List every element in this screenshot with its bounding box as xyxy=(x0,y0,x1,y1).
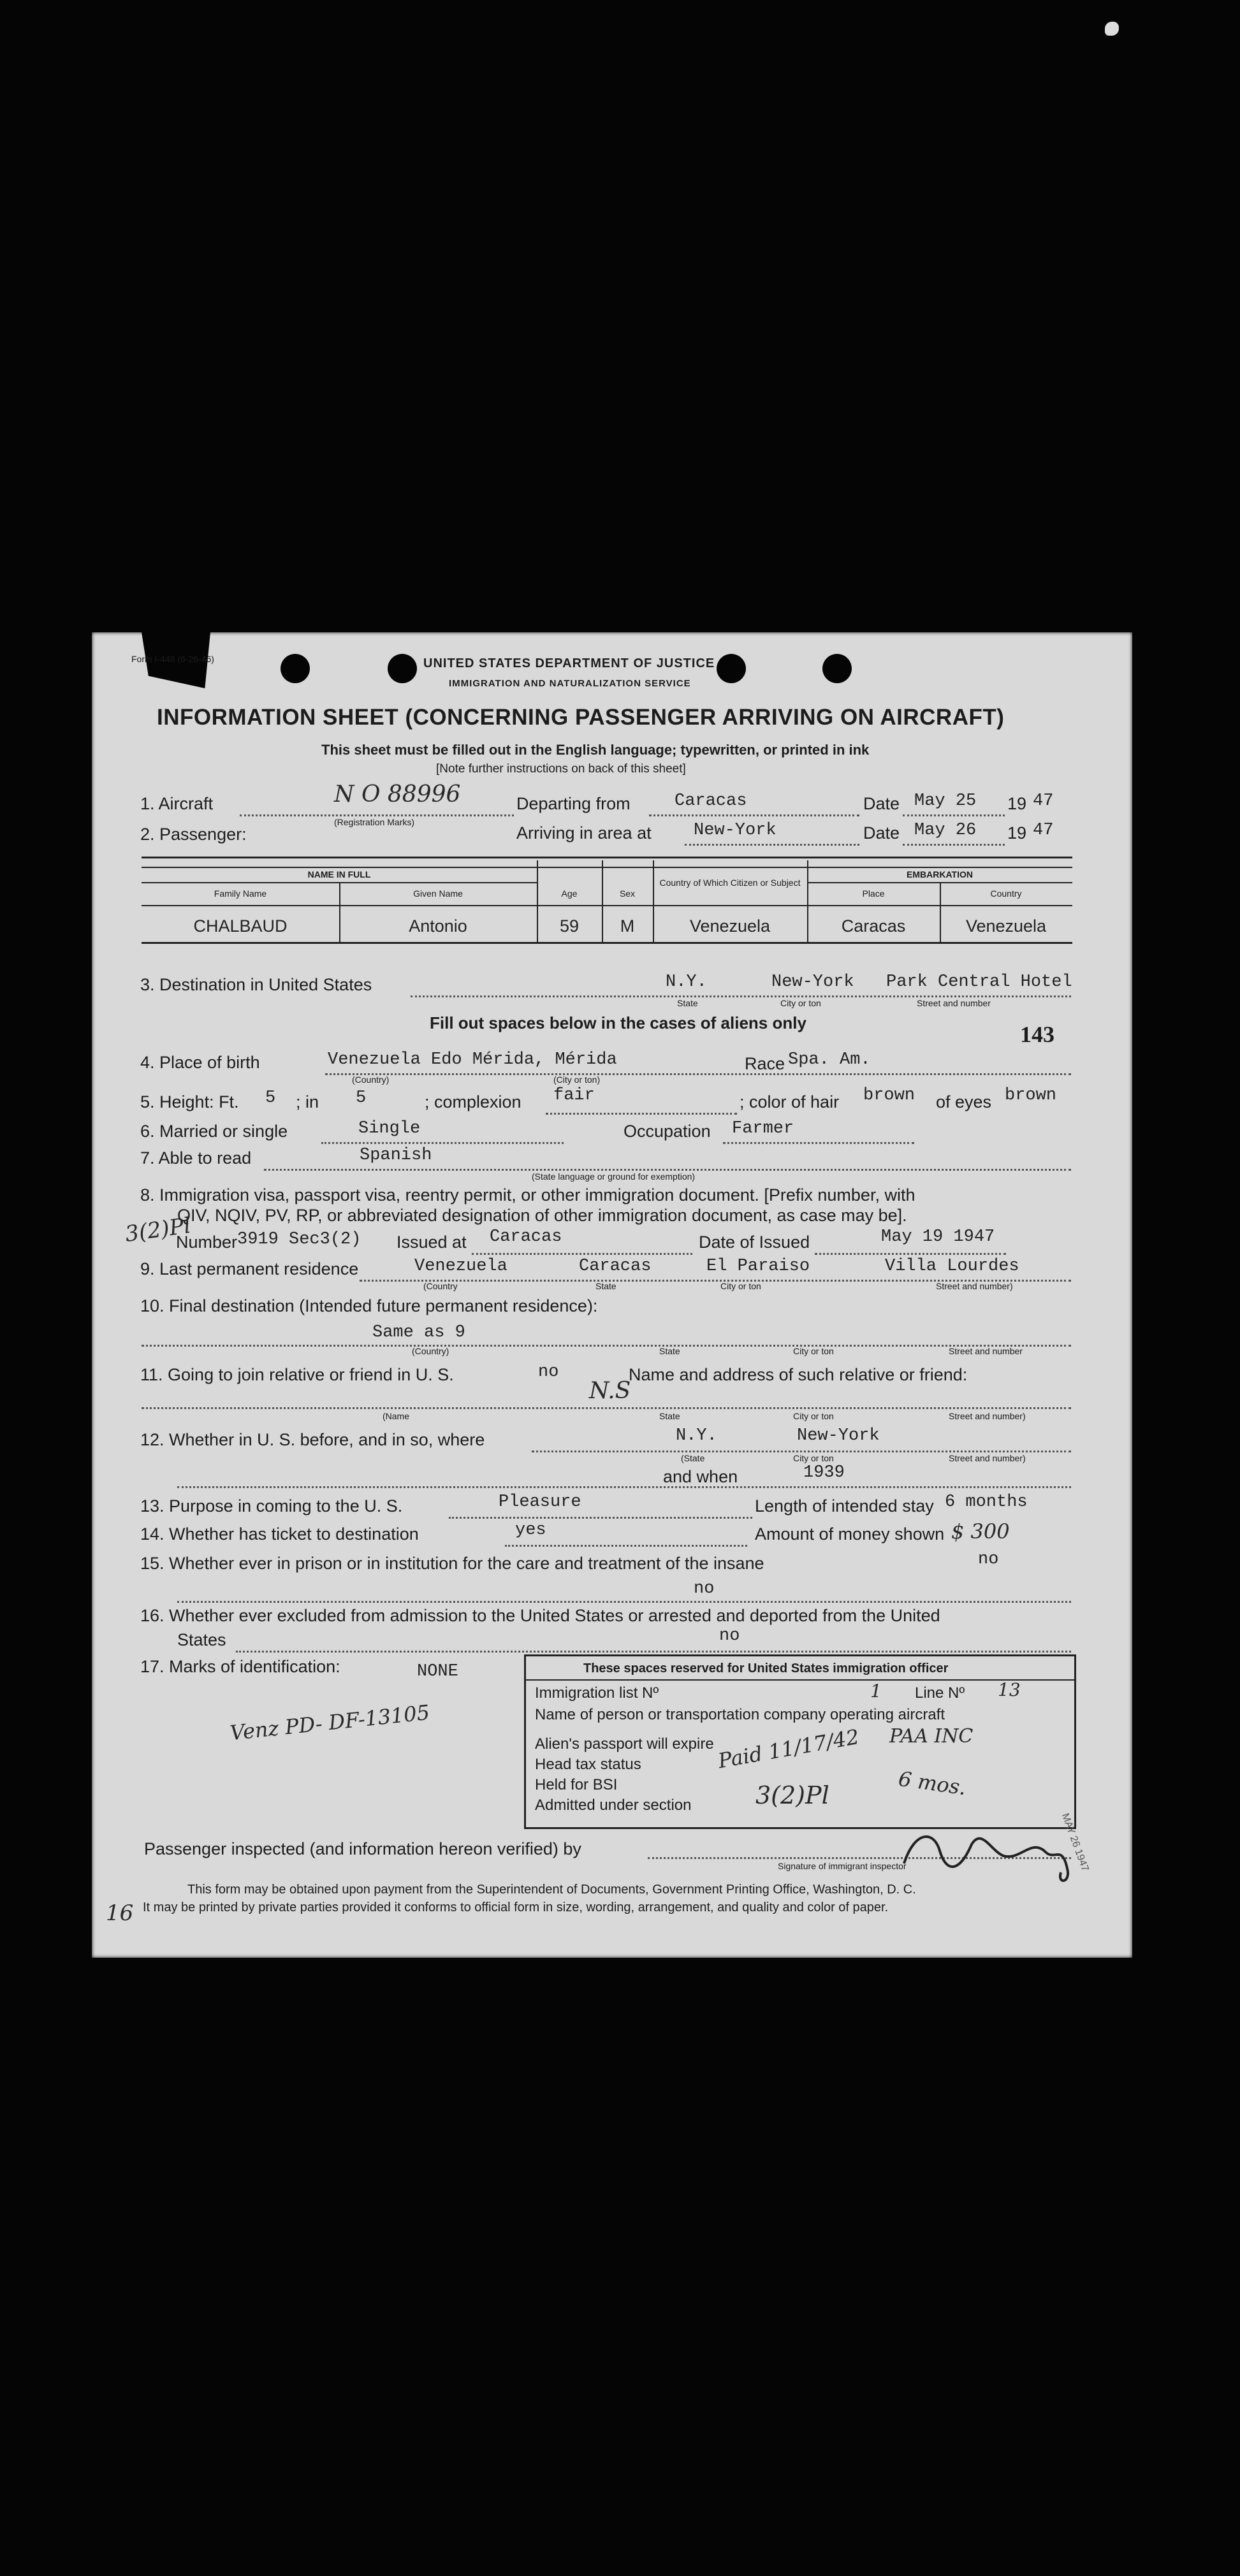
form-number: Form I-448 (6-26-46) xyxy=(131,654,214,664)
eyes-label: of eyes xyxy=(936,1092,992,1111)
line-number-label: Line Nº xyxy=(915,1684,965,1702)
admitted-section-note: 6 mos. xyxy=(896,1766,968,1800)
final-state-caption: State xyxy=(659,1346,680,1356)
aircraft-registration: N O 88996 xyxy=(334,781,461,807)
issued-at-label: Issued at xyxy=(397,1233,467,1252)
final-street-caption: Street and number xyxy=(949,1346,1023,1356)
eyes-value: brown xyxy=(1005,1086,1057,1105)
money-label: Amount of money shown xyxy=(755,1524,945,1544)
residence-country: Venezuela xyxy=(414,1257,507,1276)
complexion-label: ; complexion xyxy=(425,1092,522,1111)
punch-hole xyxy=(822,654,852,683)
prison-value: no xyxy=(978,1550,999,1569)
destination-street: Park Central Hotel xyxy=(886,973,1072,992)
arriving-label: Arriving in area at xyxy=(516,823,652,843)
admitted-section-value: 3(2)Pl xyxy=(755,1781,829,1809)
destination-state-caption: State xyxy=(677,998,698,1008)
aircraft-label: 1. Aircraft xyxy=(140,794,214,813)
departing-city: Caracas xyxy=(675,792,747,811)
family-name-header: Family Name xyxy=(214,888,267,899)
residence-city-caption: City or ton xyxy=(720,1281,761,1291)
country-header: Country xyxy=(990,888,1022,899)
ticket-label: 14. Whether has ticket to destination xyxy=(140,1524,419,1544)
sex-header: Sex xyxy=(619,888,636,899)
stay-label: Length of intended stay xyxy=(755,1496,934,1516)
passport-expire-value: Paid 11/17/42 xyxy=(716,1724,861,1774)
prison-value-2: no xyxy=(694,1579,715,1598)
punch-hole xyxy=(281,654,310,683)
arriving-city: New-York xyxy=(694,821,777,840)
residence-street-caption: Street and number) xyxy=(936,1281,1013,1291)
hair-label: ; color of hair xyxy=(740,1092,840,1111)
embarkation-header: EMBARKATION xyxy=(907,869,973,879)
when-value: 1939 xyxy=(803,1463,845,1482)
residence-state-caption: State xyxy=(595,1281,616,1291)
height-inches: 5 xyxy=(356,1089,367,1108)
relative-name-caption: (Name xyxy=(383,1411,410,1421)
height-label: 5. Height: Ft. xyxy=(140,1092,239,1111)
depart-date-label: Date xyxy=(863,794,900,813)
relative-city-caption: City or ton xyxy=(793,1411,834,1421)
punch-hole xyxy=(717,654,746,683)
ticket-value: yes xyxy=(515,1521,546,1540)
instruction-line: This sheet must be filled out in the English language; typewritten, or printed in ink xyxy=(321,742,870,758)
place-header: Place xyxy=(862,888,885,899)
held-bsi-label: Held for BSI xyxy=(535,1776,618,1793)
immigration-list-value: 1 xyxy=(870,1681,882,1702)
visa-number-label: Number xyxy=(176,1233,238,1252)
before-label: 12. Whether in U. S. before, and in so, where xyxy=(140,1430,485,1449)
stay-value: 6 months xyxy=(945,1493,1028,1512)
official-use-box xyxy=(524,1654,1076,1829)
punch-hole xyxy=(388,654,417,683)
birth-value: Venezuela Edo Mérida, Mérida xyxy=(328,1050,617,1069)
country-value: Venezuela xyxy=(965,916,1047,936)
department-heading: UNITED STATES DEPARTMENT OF JUSTICE xyxy=(423,656,715,670)
before-city: New-York xyxy=(797,1426,880,1445)
marks-hand-note: Venz PD- DF-13105 xyxy=(228,1700,431,1746)
race-value: Spa. Am. xyxy=(788,1050,871,1069)
final-city-caption: City or ton xyxy=(793,1346,834,1356)
inspected-label: Passenger inspected (and information hereon verified) by xyxy=(144,1839,581,1858)
sex-value: M xyxy=(620,916,635,936)
line-number-value: 13 xyxy=(998,1679,1021,1700)
residence-label: 9. Last permanent residence xyxy=(140,1259,359,1278)
relative-street-caption: Street and number) xyxy=(949,1411,1026,1421)
joining-value: no xyxy=(538,1363,559,1382)
visa-margin-note: 3(2)Pl xyxy=(123,1212,193,1248)
arrive-date: May 26 xyxy=(914,821,977,840)
final-destination-value: Same as 9 xyxy=(372,1323,465,1342)
before-street-caption: Street and number) xyxy=(949,1453,1026,1463)
residence-street: Villa Lourdes xyxy=(885,1257,1019,1276)
destination-city-caption: City or ton xyxy=(780,998,821,1008)
destination-label: 3. Destination in United States xyxy=(140,975,372,994)
purpose-value: Pleasure xyxy=(499,1493,581,1512)
prison-label: 15. Whether ever in prison or in institution for the care and treatment of the insane xyxy=(140,1554,764,1573)
depart-date: May 25 xyxy=(914,792,977,811)
passenger-label: 2. Passenger: xyxy=(140,825,247,844)
excluded-value: no xyxy=(719,1626,740,1646)
admitted-section-label: Admitted under section xyxy=(535,1797,692,1814)
destination-state: N.Y. xyxy=(666,973,707,992)
relative-state-caption: State xyxy=(659,1411,680,1421)
inspector-signature-caption: Signature of immigrant inspector xyxy=(778,1861,907,1871)
given-name-value: Antonio xyxy=(409,916,467,936)
reference-number: 143 xyxy=(1020,1022,1054,1047)
scan-speck xyxy=(1105,22,1119,36)
birth-label: 4. Place of birth xyxy=(140,1053,260,1072)
joining-hand-mark: N.S xyxy=(589,1378,631,1404)
final-country-caption: (Country) xyxy=(412,1346,449,1356)
head-tax-label: Head tax status xyxy=(535,1756,641,1773)
visa-line-2: QIV, NQIV, PV, RP, or abbreviated designation of other immigration document, as case may be]. xyxy=(177,1206,907,1225)
given-name-header: Given Name xyxy=(413,888,463,899)
issued-date-value: May 19 1947 xyxy=(881,1227,995,1247)
arrive-date-label: Date xyxy=(863,823,900,843)
family-name-value: CHALBAUD xyxy=(193,916,288,936)
registration-caption: (Registration Marks) xyxy=(334,817,415,827)
marks-label: 17. Marks of identification: xyxy=(140,1657,340,1676)
place-value: Caracas xyxy=(841,916,906,936)
purpose-label: 13. Purpose in coming to the U. S. xyxy=(140,1496,403,1516)
joining-label: 11. Going to join relative or friend in U. S. xyxy=(140,1365,454,1384)
information-sheet xyxy=(92,632,1132,1958)
inspected-date-stamp: MAY 26 1947 xyxy=(1059,1812,1091,1873)
aliens-heading: Fill out spaces below in the cases of aliens only xyxy=(430,1013,806,1032)
company-label: Name of person or transportation company operating aircraft xyxy=(535,1706,945,1723)
final-destination-label: 10. Final destination (Intended future permanent residence): xyxy=(140,1296,598,1315)
before-city-caption: City or ton xyxy=(793,1453,834,1463)
passport-expire-label: Alien's passport will expire xyxy=(535,1735,714,1753)
marks-value: NONE xyxy=(417,1662,458,1681)
departing-label: Departing from xyxy=(516,794,631,813)
relative-name-label: Name and address of such relative or friend: xyxy=(629,1365,968,1384)
occupation-label: Occupation xyxy=(624,1122,711,1141)
birth-country-caption: (Country) xyxy=(352,1075,390,1085)
destination-street-caption: Street and number xyxy=(917,998,991,1008)
money-value: $ 300 xyxy=(951,1519,1010,1544)
excluded-line-2: States xyxy=(177,1630,226,1649)
name-in-full-header: NAME IN FULL xyxy=(307,869,371,879)
read-value: Spanish xyxy=(360,1146,432,1165)
form-title: INFORMATION SHEET (CONCERNING PASSENGER ARRIVING ON AIRCRAFT) xyxy=(157,705,1005,730)
arrive-year: 47 xyxy=(1033,821,1054,840)
footer-corner-mark: 16 xyxy=(106,1900,134,1926)
residence-country-caption: (Country xyxy=(423,1281,458,1291)
depart-year-prefix: 19 xyxy=(1007,794,1027,813)
occupation-value: Farmer xyxy=(732,1119,794,1138)
race-label: Race xyxy=(745,1054,785,1073)
inches-label: ; in xyxy=(296,1092,319,1111)
birth-city-caption: (City or ton) xyxy=(553,1075,601,1085)
age-value: 59 xyxy=(559,916,580,936)
citizen-header: Country of Which Citizen or Subject xyxy=(659,878,801,888)
depart-year: 47 xyxy=(1033,792,1054,811)
visa-line-1: 8. Immigration visa, passport visa, reentry permit, or other immigration document. [Prefix number, with xyxy=(140,1185,915,1205)
married-label: 6. Married or single xyxy=(140,1122,288,1141)
read-label: 7. Able to read xyxy=(140,1148,252,1168)
before-state: N.Y. xyxy=(676,1426,717,1445)
married-value: Single xyxy=(358,1119,421,1138)
when-label: and when xyxy=(663,1467,738,1486)
footer-line-1: This form may be obtained upon payment from the Superintendent of Documents, Government Printing Office, Washington, D. C. xyxy=(187,1883,916,1897)
hair-value: brown xyxy=(863,1086,915,1105)
instruction-note: [Note further instructions on back of this sheet] xyxy=(436,762,686,776)
height-feet: 5 xyxy=(265,1089,276,1108)
inspector-signature xyxy=(895,1819,1086,1889)
issued-date-label: Date of Issued xyxy=(699,1233,810,1252)
before-state-caption: (State xyxy=(681,1453,705,1463)
official-box-title: These spaces reserved for United States immigration officer xyxy=(583,1661,949,1675)
immigration-list-label: Immigration list Nº xyxy=(535,1684,659,1702)
read-caption: (State language or ground for exemption) xyxy=(532,1171,696,1182)
residence-state: Caracas xyxy=(579,1257,652,1276)
arrive-year-prefix: 19 xyxy=(1007,823,1027,843)
residence-city: El Paraiso xyxy=(706,1257,810,1276)
issued-at-value: Caracas xyxy=(490,1227,562,1247)
visa-number: 3919 Sec3(2) xyxy=(237,1230,361,1249)
citizen-value: Venezuela xyxy=(689,916,771,936)
excluded-line-1: 16. Whether ever excluded from admission to the United States or arrested and deported from the United xyxy=(140,1606,940,1625)
company-value: PAA INC xyxy=(889,1725,974,1747)
destination-city: New-York xyxy=(771,973,854,992)
service-heading: IMMIGRATION AND NATURALIZATION SERVICE xyxy=(449,678,691,689)
age-header: Age xyxy=(561,888,578,899)
complexion-value: fair xyxy=(553,1086,595,1105)
footer-line-2: It may be printed by private parties provided it conforms to official form in size, wording, arrangement, and quality and color of paper. xyxy=(143,1900,889,1914)
